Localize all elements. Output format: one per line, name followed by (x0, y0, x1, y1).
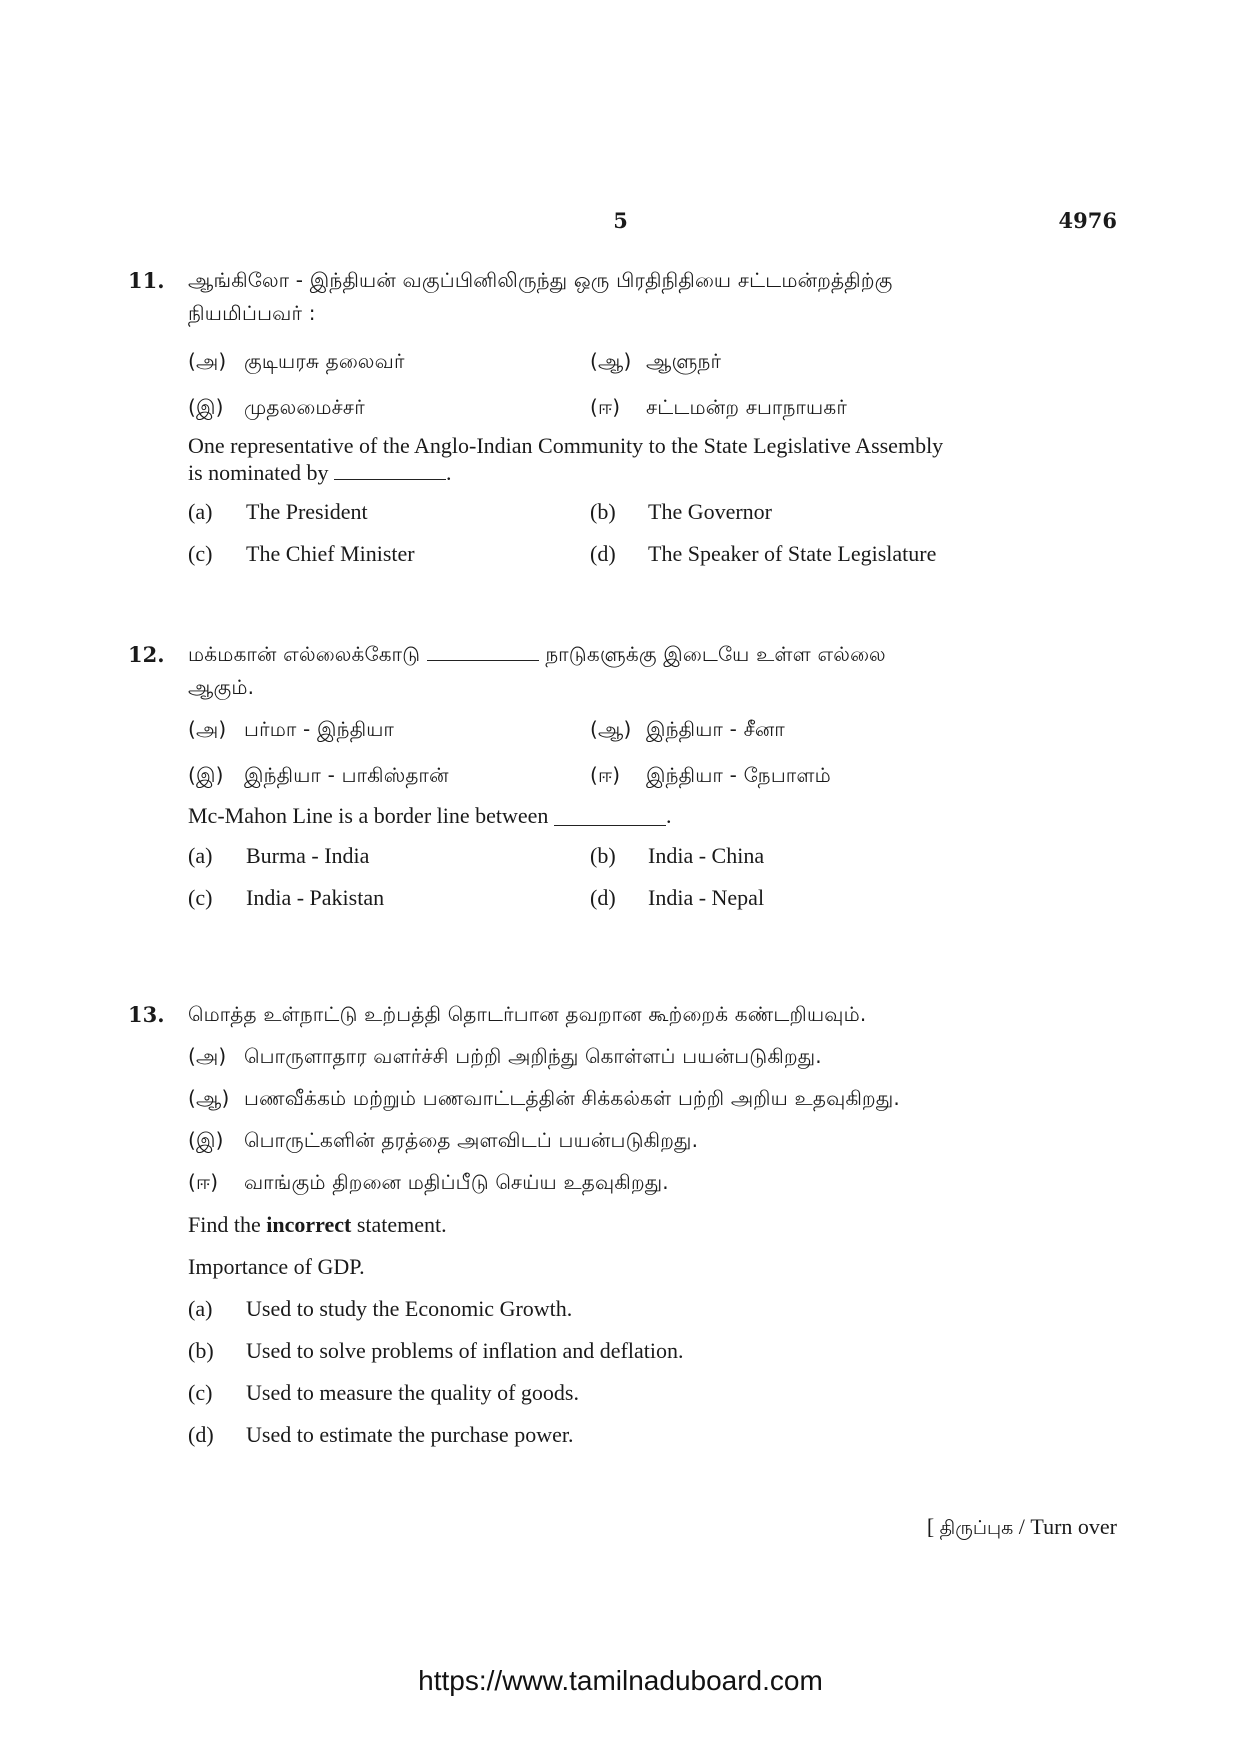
english-option (188, 1413, 1058, 1455)
question-number: 12. (128, 642, 165, 667)
tamil-options-row (188, 386, 1058, 428)
option-text: பர்மா - இந்தியா (244, 716, 395, 741)
page-number: 5 (613, 208, 628, 233)
tamil-options-row (188, 340, 1058, 382)
option-label: (அ) (188, 1043, 227, 1068)
option-label: (a) (188, 1295, 213, 1321)
option-text: The President (246, 498, 368, 524)
option-text: India - China (648, 842, 765, 868)
english-options-row (188, 532, 1058, 574)
tamil-stem-line-2: நியமிப்பவர் : (188, 301, 316, 325)
question-number: 11. (128, 268, 165, 293)
paper-code: 4976 (1058, 208, 1117, 233)
stem-text: is nominated by (188, 460, 329, 485)
english-options-row (188, 876, 1058, 918)
option-label: (ஆ) (188, 1085, 230, 1110)
option-text: India - Pakistan (246, 884, 385, 910)
option-text: Used to measure the quality of goods. (246, 1379, 579, 1405)
option-text: பொருட்களின் தரத்தை அளவிடப் பயன்படுகிறது. (244, 1127, 699, 1152)
option-label: (அ) (188, 348, 227, 373)
tamil-option (188, 1119, 1058, 1161)
option-label: (c) (188, 884, 213, 910)
option-text: குடியரசு தலைவர் (244, 348, 405, 373)
option-label: (இ) (188, 762, 224, 787)
fill-blank (427, 640, 539, 661)
question-11 (128, 264, 1058, 574)
english-stem (188, 796, 1058, 834)
option-label: (அ) (188, 716, 227, 741)
question-12 (128, 638, 1058, 918)
option-text: பணவீக்கம் மற்றும் பணவாட்டத்தின் சிக்கல்கள் பற்றி அறிய உதவுகிறது. (244, 1085, 900, 1110)
option-label: (c) (188, 1379, 213, 1405)
tamil-option (188, 1077, 1058, 1119)
option-text: இந்தியா - சீனா (646, 716, 785, 741)
separator: / (1018, 1514, 1025, 1539)
stem-text: Mc-Mahon Line is a border line between (188, 802, 549, 828)
tamil-options-row (188, 708, 1058, 750)
option-text: வாங்கும் திறனை மதிப்பீடு செய்ய உதவுகிறது. (244, 1169, 669, 1194)
option-label: (a) (188, 842, 213, 868)
tamil-stem: மொத்த உள்நாட்டு உற்பத்தி தொடர்பான தவறான கூற்றைக் கண்டறியவும். (188, 1002, 867, 1026)
option-text: இந்தியா - பாகிஸ்தான் (244, 762, 449, 787)
option-text: ஆளுநர் (646, 348, 722, 373)
turn-over-tamil: திருப்புக (939, 1517, 1014, 1539)
keyword-incorrect: incorrect (266, 1211, 352, 1237)
stem-text: Find the (188, 1211, 261, 1237)
option-label: (d) (188, 1421, 214, 1447)
option-text: சட்டமன்ற சபாநாயகர் (646, 394, 848, 419)
option-text: Used to study the Economic Growth. (246, 1295, 573, 1321)
option-label: (d) (590, 884, 616, 910)
option-label: (a) (188, 498, 213, 524)
option-text: Used to estimate the purchase power. (246, 1421, 574, 1447)
tamil-stem-line-1: ஆங்கிலோ - இந்தியன் வகுப்பினிலிருந்து ஒரு பிரதிநிதியை சட்டமன்றத்திற்கு (188, 268, 893, 292)
tamil-stem-line-2: ஆகும். (188, 675, 255, 699)
question-13 (128, 998, 1058, 1455)
turn-over-english: Turn over (1030, 1514, 1117, 1539)
option-text: Used to solve problems of inflation and deflation. (246, 1337, 684, 1363)
tamil-option (188, 1035, 1058, 1077)
option-label: (ஆ) (590, 348, 632, 373)
fill-blank (334, 459, 446, 480)
option-label: (ஈ) (590, 394, 621, 419)
option-text: Burma - India (246, 842, 370, 868)
option-text: The Speaker of State Legislature (648, 540, 937, 566)
option-label: (இ) (188, 1127, 224, 1152)
english-options-row (188, 834, 1058, 876)
option-label: (ஆ) (590, 716, 632, 741)
tamil-options-row (188, 754, 1058, 796)
stem-end: . (665, 802, 672, 828)
option-label: (ஈ) (590, 762, 621, 787)
stem-text: statement. (356, 1211, 447, 1237)
fill-blank (554, 805, 666, 826)
stem-text: நாடுகளுக்கு இடையே உள்ள எல்லை (545, 642, 886, 666)
option-label: (b) (590, 842, 616, 868)
english-option (188, 1371, 1058, 1413)
english-subheading: Importance of GDP. (188, 1253, 365, 1279)
option-label: (c) (188, 540, 213, 566)
english-options-row (188, 490, 1058, 532)
turn-over-note (927, 1514, 1117, 1542)
english-option (188, 1287, 1058, 1329)
option-text: The Governor (648, 498, 773, 524)
option-text: பொருளாதார வளர்ச்சி பற்றி அறிந்து கொள்ளப் பயன்படுகிறது. (244, 1043, 822, 1068)
english-stem-line-2 (188, 459, 1058, 486)
english-instruction (188, 1203, 1058, 1245)
question-number: 13. (128, 1002, 165, 1027)
option-label: (b) (590, 498, 616, 524)
bracket: [ (926, 1514, 935, 1539)
stem-text: மக்மகான் எல்லைக்கோடு (188, 642, 421, 666)
english-stem-line-1: One representative of the Anglo-Indian Community to the State Legislative Assembly (188, 433, 944, 458)
option-label: (b) (188, 1337, 214, 1363)
option-text: The Chief Minister (246, 540, 415, 566)
option-text: முதலமைச்சர் (244, 394, 365, 419)
option-label: (ஈ) (188, 1169, 219, 1194)
stem-end: . (446, 460, 452, 485)
option-label: (d) (590, 540, 616, 566)
option-label: (இ) (188, 394, 224, 419)
tamil-option (188, 1161, 1058, 1203)
option-text: India - Nepal (648, 884, 765, 910)
footer-url[interactable]: https://www.tamilnaduboard.com (418, 1665, 823, 1696)
tamil-stem-line-1 (188, 638, 1058, 671)
option-text: இந்தியா - நேபாளம் (646, 762, 831, 787)
english-option (188, 1329, 1058, 1371)
